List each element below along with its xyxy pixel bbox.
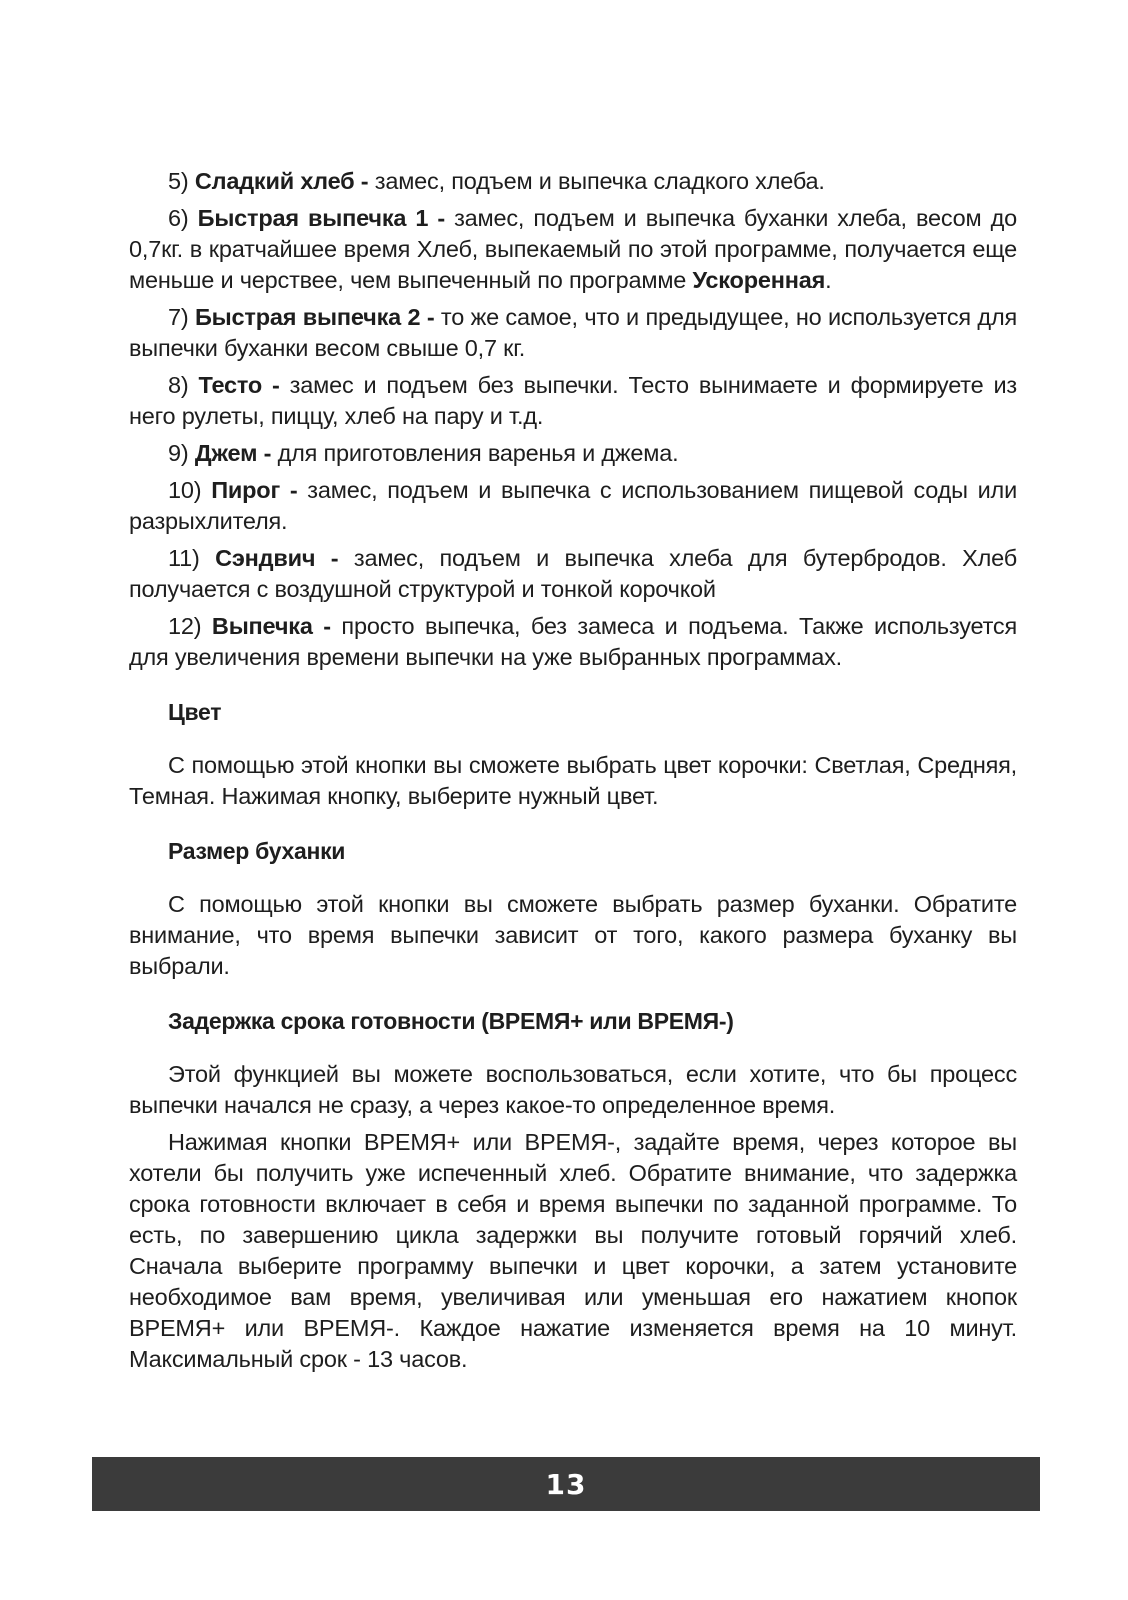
program-title: Быстрая выпечка 1 - bbox=[197, 205, 445, 231]
program-description: то же самое, что и предыдущее, но используется для выпечки буханки весом свыше 0,7 кг. bbox=[129, 304, 1017, 361]
program-title: Быстрая выпечка 2 - bbox=[194, 304, 435, 330]
section-heading-loaf-size: Размер буханки bbox=[168, 838, 346, 864]
delay-section-text-2: Нажимая кнопки ВРЕМЯ+ или ВРЕМЯ-, задайте время, через которое вы хотели бы получить уже испеченный хлеб. Обратите внимание, что задержка срока готовности включает в себя и время выпечки по заданной программе. То есть, по завершению цикла задержки вы получите готовый горячий хлеб. Сначала выберите программу выпечки и цвет корочки, а затем установите необходимое вам время, увеличивая или уменьшая его нажатием кнопок ВРЕМЯ+ или ВРЕМЯ-. Каждое нажатие изменяется время на 10 минут. Максимальный срок - 13 часов. bbox=[129, 1129, 1017, 1372]
program-number: 6) bbox=[168, 205, 189, 231]
program-number: 12) bbox=[168, 613, 202, 639]
page-number: 13 bbox=[545, 1467, 587, 1501]
program-description-end: . bbox=[825, 267, 832, 293]
program-item-9 bbox=[129, 438, 1017, 469]
program-item-6 bbox=[129, 203, 1017, 296]
program-title: Сэндвич - bbox=[215, 545, 339, 571]
program-item-8 bbox=[129, 370, 1017, 432]
program-title: Пирог - bbox=[211, 477, 298, 503]
program-title: Джем - bbox=[194, 440, 272, 466]
program-item-5 bbox=[129, 166, 1017, 197]
program-description: замес, подъем и выпечка буханки хлеба, весом до 0,7кг. в кратчайшее время Хлеб, выпекаемый по этой программе, получается еще меньше и черствее, чем выпеченный по программе bbox=[129, 205, 1017, 293]
section-heading-color: Цвет bbox=[168, 699, 222, 725]
loaf-size-section-text: С помощью этой кнопки вы сможете выбрать размер буханки. Обратите внимание, что время выпечки зависит от того, какого размера буханку вы выбрали. bbox=[129, 891, 1017, 979]
program-title: Сладкий хлеб - bbox=[194, 168, 369, 194]
program-item-11 bbox=[129, 543, 1017, 605]
page-content bbox=[129, 166, 1017, 1381]
program-number: 8) bbox=[168, 372, 189, 398]
program-number: 7) bbox=[168, 304, 189, 330]
program-description: замес и подъем без выпечки. Тесто вынимаете и формируете из него рулеты, пиццу, хлеб на пару и т.д. bbox=[129, 372, 1017, 429]
program-number: 5) bbox=[168, 168, 189, 194]
program-description: замес, подъем и выпечка сладкого хлеба. bbox=[368, 168, 825, 194]
footer-bar bbox=[92, 1457, 1040, 1511]
program-number: 10) bbox=[168, 477, 202, 503]
program-title: Выпечка - bbox=[211, 613, 331, 639]
program-item-7 bbox=[129, 302, 1017, 364]
program-title: Тесто - bbox=[198, 372, 280, 398]
delay-section-text-1: Этой функцией вы можете воспользоваться, если хотите, что бы процесс выпечки начался не сразу, а через какое-то определенное время. bbox=[129, 1061, 1017, 1118]
section-heading-delay: Задержка срока готовности (ВРЕМЯ+ или ВРЕМЯ-) bbox=[168, 1008, 734, 1034]
program-description: замес, подъем и выпечка с использованием пищевой соды или разрыхлителя. bbox=[129, 477, 1017, 534]
program-description: просто выпечка, без замеса и подъема. Также используется для увеличения времени выпечки на уже выбранных программах. bbox=[129, 613, 1017, 670]
color-section-text: С помощью этой кнопки вы сможете выбрать цвет корочки: Светлая, Средняя, Темная. Нажимая кнопку, выберите нужный цвет. bbox=[129, 752, 1017, 809]
program-item-10 bbox=[129, 475, 1017, 537]
program-reference: Ускоренная bbox=[692, 267, 826, 293]
program-description: для приготовления варенья и джема. bbox=[271, 440, 679, 466]
program-description: замес, подъем и выпечка хлеба для бутербродов. Хлеб получается с воздушной структурой и тонкой корочкой bbox=[129, 545, 1017, 602]
program-number: 11) bbox=[168, 545, 200, 571]
program-number: 9) bbox=[168, 440, 189, 466]
program-item-12 bbox=[129, 611, 1017, 673]
